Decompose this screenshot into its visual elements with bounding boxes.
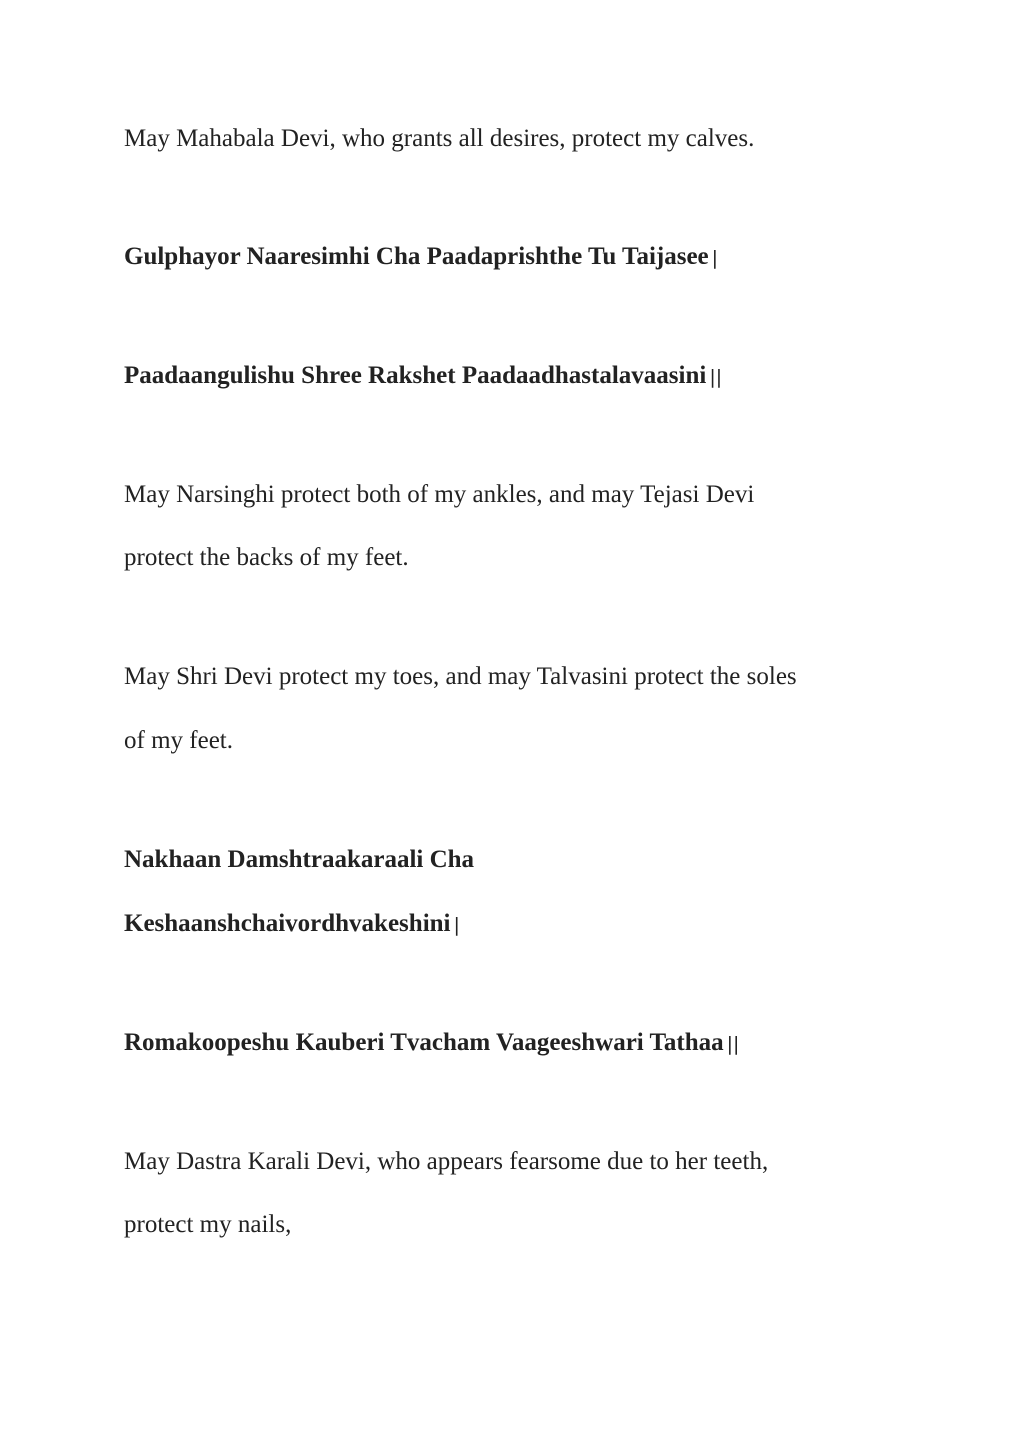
line-text: Keshaanshchaivordhvakeshini	[124, 910, 451, 937]
line-text: May Mahabala Devi, who grants all desires, protect my calves.	[124, 125, 755, 152]
double-danda-mark: ||	[709, 366, 723, 388]
translation-line-calves	[124, 124, 754, 154]
line-text: May Dastra Karali Devi, who appears fearsome due to her teeth,	[124, 1148, 769, 1175]
translation-line-toes	[124, 662, 797, 692]
danda-mark: |	[453, 914, 460, 936]
line-text: May Shri Devi protect my toes, and may Talvasini protect the soles	[124, 663, 797, 690]
translation-line-dastra-karali	[124, 1147, 768, 1177]
verse-line-paadaangulishu	[124, 361, 722, 392]
line-text: Gulphayor Naaresimhi Cha Paadaprishthe Tu Taijasee	[124, 243, 709, 270]
line-text: Paadaangulishu Shree Rakshet Paadaadhastalavaasini	[124, 362, 707, 389]
verse-line-romakoopeshu	[124, 1028, 739, 1059]
danda-mark: |	[711, 247, 719, 269]
translation-line-nails	[124, 1210, 291, 1240]
verse-line-nakhaan	[124, 845, 474, 875]
verse-line-keshaan	[124, 909, 460, 940]
verse-line-gulphayor	[124, 242, 718, 273]
line-text: May Narsinghi protect both of my ankles, and may Tejasi Devi	[124, 481, 755, 508]
line-text: Romakoopeshu Kauberi Tvacham Vaageeshwari Tathaa	[124, 1029, 724, 1056]
translation-line-ankles	[124, 480, 754, 510]
line-text: protect the backs of my feet.	[124, 544, 409, 571]
translation-line-backs-of-feet	[124, 543, 409, 573]
line-text: protect my nails,	[124, 1211, 292, 1238]
line-text: of my feet.	[124, 727, 233, 754]
double-danda-mark: ||	[726, 1033, 740, 1055]
line-text: Nakhaan Damshtraakaraali Cha	[124, 846, 475, 873]
translation-line-soles	[124, 726, 233, 756]
